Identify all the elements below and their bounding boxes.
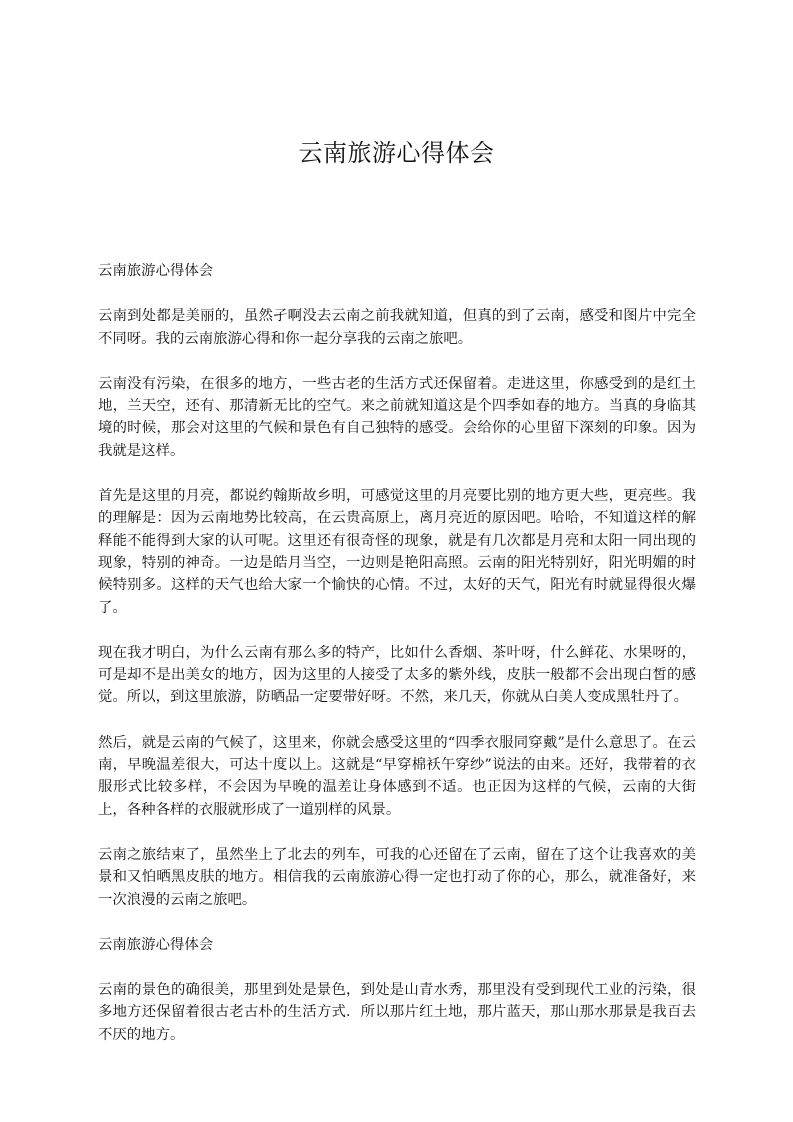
section-heading: 云南旅游心得体会 (98, 263, 214, 279)
paragraph: 首先是这里的月亮，都说约翰斯故乡明，可感觉这里的月亮要比别的地方更大些，更亮些。我的理解是：因为云南地势比较高，在云贵高原上，离月亮近的原因吧。哈哈，不知道这样的解释能不能得到大家的认可呢。这里还有很奇怪的现象，就是有几次都是月亮和太阳一同出现的现象，特别的神奇。一边是皓月当空，一边则是艳阳高照。云南的阳光特别好，阳光明媚的时候特别多。这样的天气也给大家一个愉快的心情。不过，太好的天气，阳光有时就显得很火爆了。 (98, 488, 696, 616)
paragraph: 然后，就是云南的气候了，这里来，你就会感受这里的“四季衣服同穿戴”是什么意思了。在云南，早晚温差很大，可达十度以上。这就是“早穿棉袄午穿纱”说法的由来。还好，我带着的衣服形式比较多样，不会因为早晚的温差让身体感到不适。也正因为这样的气候，云南的大街上，各种各样的衣服就形成了一道别样的风景。 (98, 734, 696, 818)
paragraph: 云南没有污染，在很多的地方，一些古老的生活方式还保留着。走进这里，你感受到的是红土地，兰天空，还有、那清新无比的空气。来之前就知道这是个四季如春的地方。当真的身临其境的时候，那会对这里的气候和景色有自己独特的感受。会给你的心里留下深刻的印象。因为我就是这样。 (98, 375, 696, 459)
paragraph: 现在我才明白，为什么云南有那么多的特产，比如什么香烟、茶叶呀，什么鲜花、水果呀的，可是却不是出美女的地方，因为这里的人接受了太多的紫外线，皮肤一般都不会出现白皙的感觉。所以，到这里旅游，防晒品一定要带好呀。不然，来几天，你就从白美人变成黑牡丹了。 (98, 644, 696, 706)
paragraph: 云南的景色的确很美，那里到处是景色，到处是山青水秀，那里没有受到现代工业的污染，很多地方还保留着很古老古朴的生活方式．所以那片红土地，那片蓝天，那山那水那景是我百去不厌的地方。 (98, 982, 696, 1043)
paragraph: 云南之旅结束了，虽然坐上了北去的列车，可我的心还留在了云南，留在了这个让我喜欢的美景和又怕晒黑皮肤的地方。相信我的云南旅游心得一定也打动了你的心，那么，就准备好，来一次浪漫的云南之旅吧。 (98, 846, 696, 908)
paragraph: 云南到处都是美丽的，虽然孑啊没去云南之前我就知道，但真的到了云南，感受和图片中完全不同呀。我的云南旅游心得和你一起分享我的云南之旅吧。 (98, 308, 696, 347)
section-heading: 云南旅游心得体会 (98, 936, 214, 953)
document-body (98, 260, 696, 1069)
document-title: 云南旅游心得体会 (298, 139, 495, 167)
